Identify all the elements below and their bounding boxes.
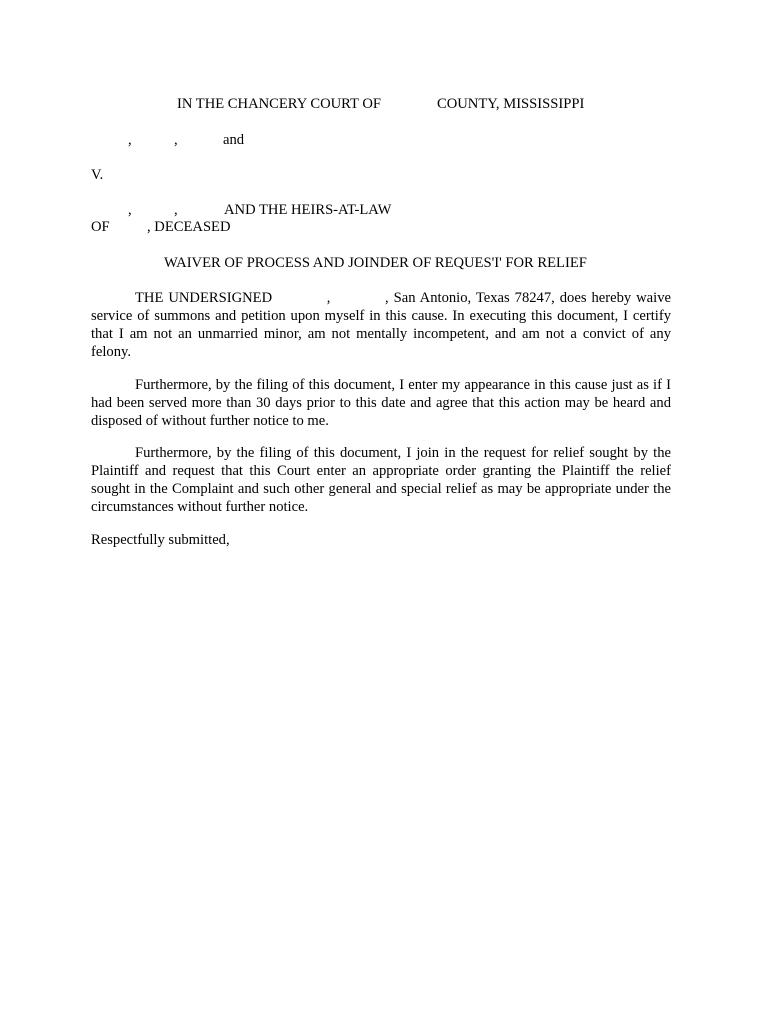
document-title: WAIVER OF PROCESS AND JOINDER OF REQUES'I' FOR RELIEF [164,255,587,271]
paragraph-joinder [91,444,671,516]
paragraph-joinder-text: Furthermore, by the filing of this document, I join in the request for relief sought by the Plaintiff and request that this Court enter an appropriate order granting the Plaintiff the relief sought in the Complaint and such other general and special relief as may be appropriate under the circumstances without further notice. [91,445,671,515]
court-heading-prefix: IN THE CHANCERY COURT OF [177,96,381,112]
party-line1-comma-1: , [128,132,132,148]
party-line1-and: and [223,132,245,148]
heirs-at-law-text: AND THE HEIRS-AT-LAW [224,202,392,218]
party-line3-comma-1: , [128,202,132,218]
versus-label: V. [91,167,104,183]
party-line1-comma-2: , [174,132,178,148]
closing-text: Respectfully submitted, [91,532,230,548]
paragraph-waiver [91,289,675,361]
paragraph-appearance [91,376,671,430]
paragraph-waiver-text: THE UNDERSIGNED , , San Antonio, Texas 78247, does hereby waive service of summons and petition upon myself in this cause. In executing this document, I certify that I am not an unmarried minor, am not mentally incompetent, and am not a convict of any felony. [91,290,675,360]
party-line4-deceased: , DECEASED [147,219,231,235]
paragraph-appearance-text: Furthermore, by the filing of this document, I enter my appearance in this cause just as if I had been served more than 30 days prior to this date and agree that this action may be heard and disposed of without further notice to me. [91,377,671,429]
court-heading-suffix: COUNTY, MISSISSIPPI [437,96,585,112]
party-line3-comma-2: , [174,202,178,218]
party-line4-of: OF [91,219,110,235]
